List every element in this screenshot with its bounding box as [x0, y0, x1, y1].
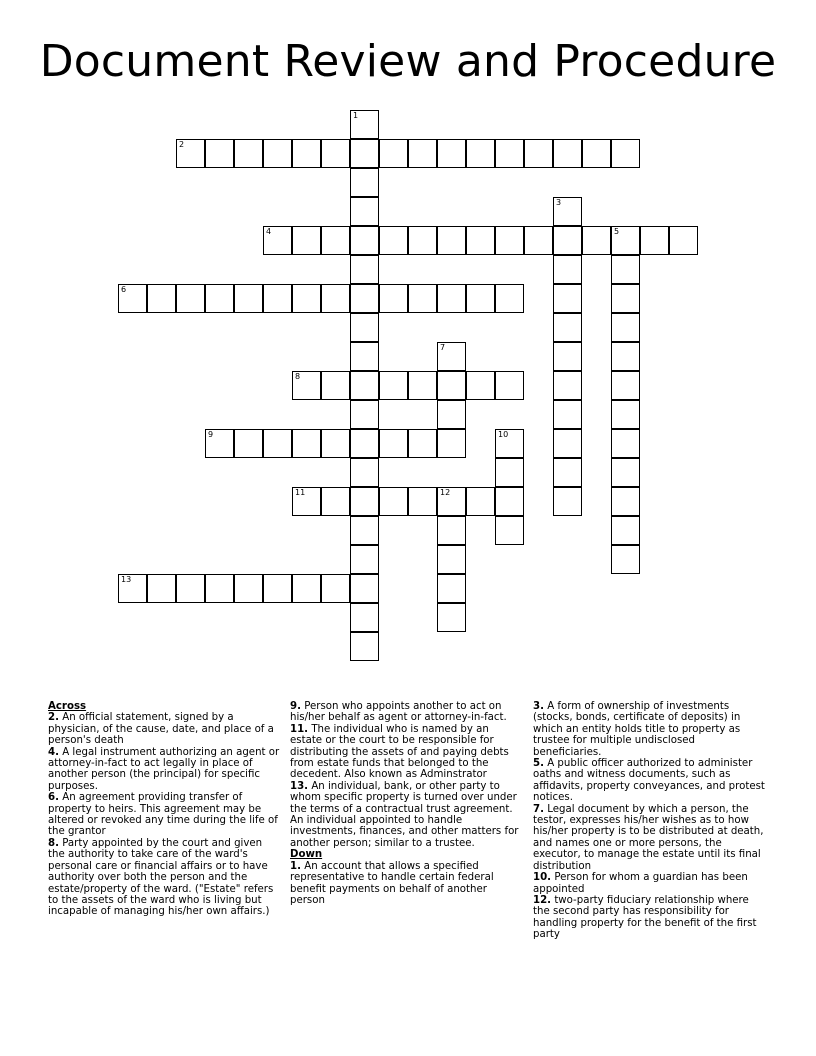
clue-across-8: 8. Party appointed by the court and given the authority to take care of the ward's personal care or financial affairs or to have authority over both the person and the estate/property of the ward. ("Estate" refers to the assets of the ward who is living but incapable of managing his/her own affairs.): [48, 837, 274, 918]
grid-cell[interactable]: [408, 371, 437, 400]
grid-cell[interactable]: [321, 487, 350, 516]
grid-cell[interactable]: [350, 284, 379, 313]
grid-cell[interactable]: [292, 284, 321, 313]
across-heading: Across: [48, 701, 87, 712]
grid-cell[interactable]: [437, 603, 466, 632]
cell-number: 11: [295, 488, 306, 497]
cell-number: 1: [353, 111, 359, 120]
grid-cell[interactable]: [466, 487, 495, 516]
grid-cell[interactable]: [234, 429, 263, 458]
grid-cell[interactable]: [466, 284, 495, 313]
grid-cell[interactable]: [495, 516, 524, 545]
grid-cell[interactable]: [553, 197, 582, 226]
grid-cell[interactable]: [553, 284, 582, 313]
grid-cell[interactable]: [408, 226, 437, 255]
clues-column-1: [48, 701, 280, 918]
grid-cell[interactable]: [437, 516, 466, 545]
grid-cell[interactable]: [611, 429, 640, 458]
grid-cell[interactable]: [176, 139, 205, 168]
grid-cell[interactable]: [553, 255, 582, 284]
grid-cell[interactable]: [350, 226, 379, 255]
grid-cell[interactable]: [379, 429, 408, 458]
down-heading: Down: [290, 849, 323, 861]
cell-number: 3: [556, 198, 562, 207]
grid-cell[interactable]: [437, 574, 466, 603]
grid-cell[interactable]: [263, 284, 292, 313]
grid-cell[interactable]: [321, 574, 350, 603]
grid-cell[interactable]: [437, 284, 466, 313]
grid-cell[interactable]: [437, 139, 466, 168]
grid-cell[interactable]: [553, 458, 582, 487]
grid-cell[interactable]: [292, 429, 321, 458]
grid-cell[interactable]: [234, 284, 263, 313]
cell-number: 13: [121, 575, 132, 584]
grid-cell[interactable]: [553, 400, 582, 429]
clue-across-11: 11. The individual who is named by an estate or the court to be responsible for distributing the assets of and paying debts from estate funds that belonged to the decedent. Also known as Adminstrator: [290, 723, 509, 781]
grid-cell[interactable]: [350, 342, 379, 371]
cell-number: 2: [179, 140, 185, 149]
grid-cell[interactable]: [350, 255, 379, 284]
grid-cell[interactable]: [437, 226, 466, 255]
grid-cell[interactable]: [205, 574, 234, 603]
grid-cell[interactable]: [437, 429, 466, 458]
grid-cell[interactable]: [350, 545, 379, 574]
grid-cell[interactable]: [553, 487, 582, 516]
grid-cell[interactable]: [524, 226, 553, 255]
grid-cell[interactable]: [379, 487, 408, 516]
grid-cell[interactable]: [292, 371, 321, 400]
grid-cell[interactable]: [147, 284, 176, 313]
grid-cell[interactable]: [350, 313, 379, 342]
grid-cell[interactable]: [611, 458, 640, 487]
cell-number: 12: [440, 488, 451, 497]
grid-cell[interactable]: [350, 371, 379, 400]
grid-cell[interactable]: [553, 139, 582, 168]
grid-cell[interactable]: [611, 313, 640, 342]
grid-cell[interactable]: [582, 139, 611, 168]
grid-cell[interactable]: [611, 284, 640, 313]
clues-column-2: [290, 701, 522, 906]
grid-cell[interactable]: [321, 226, 350, 255]
grid-cell[interactable]: [350, 197, 379, 226]
grid-cell[interactable]: [176, 574, 205, 603]
grid-cell[interactable]: [350, 574, 379, 603]
clue-down-7: 7. Legal document by which a person, the testor, expresses his/her wishes as to how his/her property is to be distributed at death, and names one or more persons, the executor, to manage the estate until its final distribution: [533, 803, 764, 872]
cell-number: 7: [440, 343, 446, 352]
grid-cell[interactable]: [437, 545, 466, 574]
grid-cell[interactable]: [408, 487, 437, 516]
grid-cell[interactable]: [118, 284, 147, 313]
grid-cell[interactable]: [553, 313, 582, 342]
grid-cell[interactable]: [553, 371, 582, 400]
grid-cell[interactable]: [292, 574, 321, 603]
clue-across-9: 9. Person who appoints another to act on his/her behalf as agent or attorney-in-fact.: [290, 701, 507, 724]
grid-cell[interactable]: [350, 400, 379, 429]
grid-cell[interactable]: [350, 458, 379, 487]
grid-cell[interactable]: [118, 574, 147, 603]
clue-down-12: 12. two-party fiduciary relationship where the second party has responsibility for handling property for the benefit of the first party: [533, 894, 757, 941]
grid-cell[interactable]: [205, 139, 234, 168]
grid-cell[interactable]: [495, 284, 524, 313]
grid-cell[interactable]: [379, 371, 408, 400]
grid-cell[interactable]: [611, 255, 640, 284]
grid-cell[interactable]: [350, 603, 379, 632]
grid-cell[interactable]: [234, 574, 263, 603]
grid-cell[interactable]: [350, 429, 379, 458]
cell-number: 8: [295, 372, 301, 381]
grid-cell[interactable]: [263, 226, 292, 255]
grid-cell[interactable]: [524, 139, 553, 168]
grid-cell[interactable]: [669, 226, 698, 255]
grid-cell[interactable]: [408, 284, 437, 313]
grid-cell[interactable]: [350, 632, 379, 661]
clue-down-5: 5. A public officer authorized to administer oaths and witness documents, such as affidavits, property conveyances, and protest notices.: [533, 758, 765, 804]
grid-cell[interactable]: [611, 371, 640, 400]
grid-cell[interactable]: [495, 226, 524, 255]
grid-cell[interactable]: [437, 342, 466, 371]
grid-cell[interactable]: [611, 139, 640, 168]
cell-number: 4: [266, 227, 272, 236]
grid-cell[interactable]: [379, 139, 408, 168]
grid-cell[interactable]: [263, 574, 292, 603]
grid-cell[interactable]: [408, 139, 437, 168]
grid-cell[interactable]: [234, 139, 263, 168]
grid-cell[interactable]: [611, 516, 640, 545]
clue-down-10: 10. Person for whom a guardian has been appointed: [533, 872, 748, 895]
grid-cell[interactable]: [611, 545, 640, 574]
grid-cell[interactable]: [292, 226, 321, 255]
grid-cell[interactable]: [292, 487, 321, 516]
grid-cell[interactable]: [176, 284, 205, 313]
clue-down-3: 3. A form of ownership of investments (stocks, bonds, certificate of deposits) in which an entity holds title to property as trustee for multiple undisclosed beneficiaries.: [533, 701, 741, 758]
grid-cell[interactable]: [495, 371, 524, 400]
grid-cell[interactable]: [495, 487, 524, 516]
grid-cell[interactable]: [611, 487, 640, 516]
grid-cell[interactable]: [205, 429, 234, 458]
grid-cell[interactable]: [495, 458, 524, 487]
grid-cell[interactable]: [553, 226, 582, 255]
grid-cell[interactable]: [379, 226, 408, 255]
cell-number: 6: [121, 285, 127, 294]
grid-cell[interactable]: [292, 139, 321, 168]
grid-cell[interactable]: [321, 284, 350, 313]
clue-across-4: 4. A legal instrument authorizing an agent or attorney-in-fact to act legally in place of another person (the principal) for specific purposes.: [48, 746, 280, 792]
clue-across-13: 13. An individual, bank, or other party to whom specific property is turned over under the terms of a contractual trust agreement. An individual appointed to handle investments, finances, and other matters for another person; similar to a trustee.: [290, 780, 519, 849]
grid-cell[interactable]: [437, 487, 466, 516]
grid-cell[interactable]: [350, 139, 379, 168]
grid-cell[interactable]: [495, 139, 524, 168]
grid-cell[interactable]: [611, 226, 640, 255]
grid-cell[interactable]: [408, 429, 437, 458]
page-title: Document Review and Procedure: [39, 36, 777, 87]
grid-cell[interactable]: [350, 487, 379, 516]
grid-cell[interactable]: [582, 226, 611, 255]
clues-column-3: [533, 701, 765, 941]
grid-cell[interactable]: [205, 284, 234, 313]
grid-cell[interactable]: [350, 110, 379, 139]
grid-cell[interactable]: [495, 429, 524, 458]
grid-cell[interactable]: [263, 139, 292, 168]
grid-cell[interactable]: [321, 429, 350, 458]
grid-cell[interactable]: [611, 400, 640, 429]
cell-number: 10: [498, 430, 509, 439]
grid-cell[interactable]: [553, 342, 582, 371]
grid-cell[interactable]: [350, 516, 379, 545]
cell-number: 5: [614, 227, 620, 236]
clue-down-1: 1. An account that allows a specified representative to handle certain federal benefit payments on behalf of another person: [290, 860, 494, 906]
grid-cell[interactable]: [466, 226, 495, 255]
grid-cell[interactable]: [321, 139, 350, 168]
grid-cell[interactable]: [263, 429, 292, 458]
grid-cell[interactable]: [437, 371, 466, 400]
grid-cell[interactable]: [437, 400, 466, 429]
grid-cell[interactable]: [379, 284, 408, 313]
grid-cell[interactable]: [321, 371, 350, 400]
clue-across-6: 6. An agreement providing transfer of property to heirs. This agreement may be altered or revoked any time during the life of the grantor: [48, 792, 278, 838]
grid-cell[interactable]: [611, 342, 640, 371]
grid-cell[interactable]: [147, 574, 176, 603]
grid-cell[interactable]: [553, 429, 582, 458]
grid-cell[interactable]: [466, 139, 495, 168]
clue-across-2: 2. An official statement, signed by a physician, of the cause, date, and place of a person's death: [48, 712, 274, 747]
grid-cell[interactable]: [640, 226, 669, 255]
grid-cell[interactable]: [466, 371, 495, 400]
grid-cell[interactable]: [350, 168, 379, 197]
cell-number: 9: [208, 430, 214, 439]
